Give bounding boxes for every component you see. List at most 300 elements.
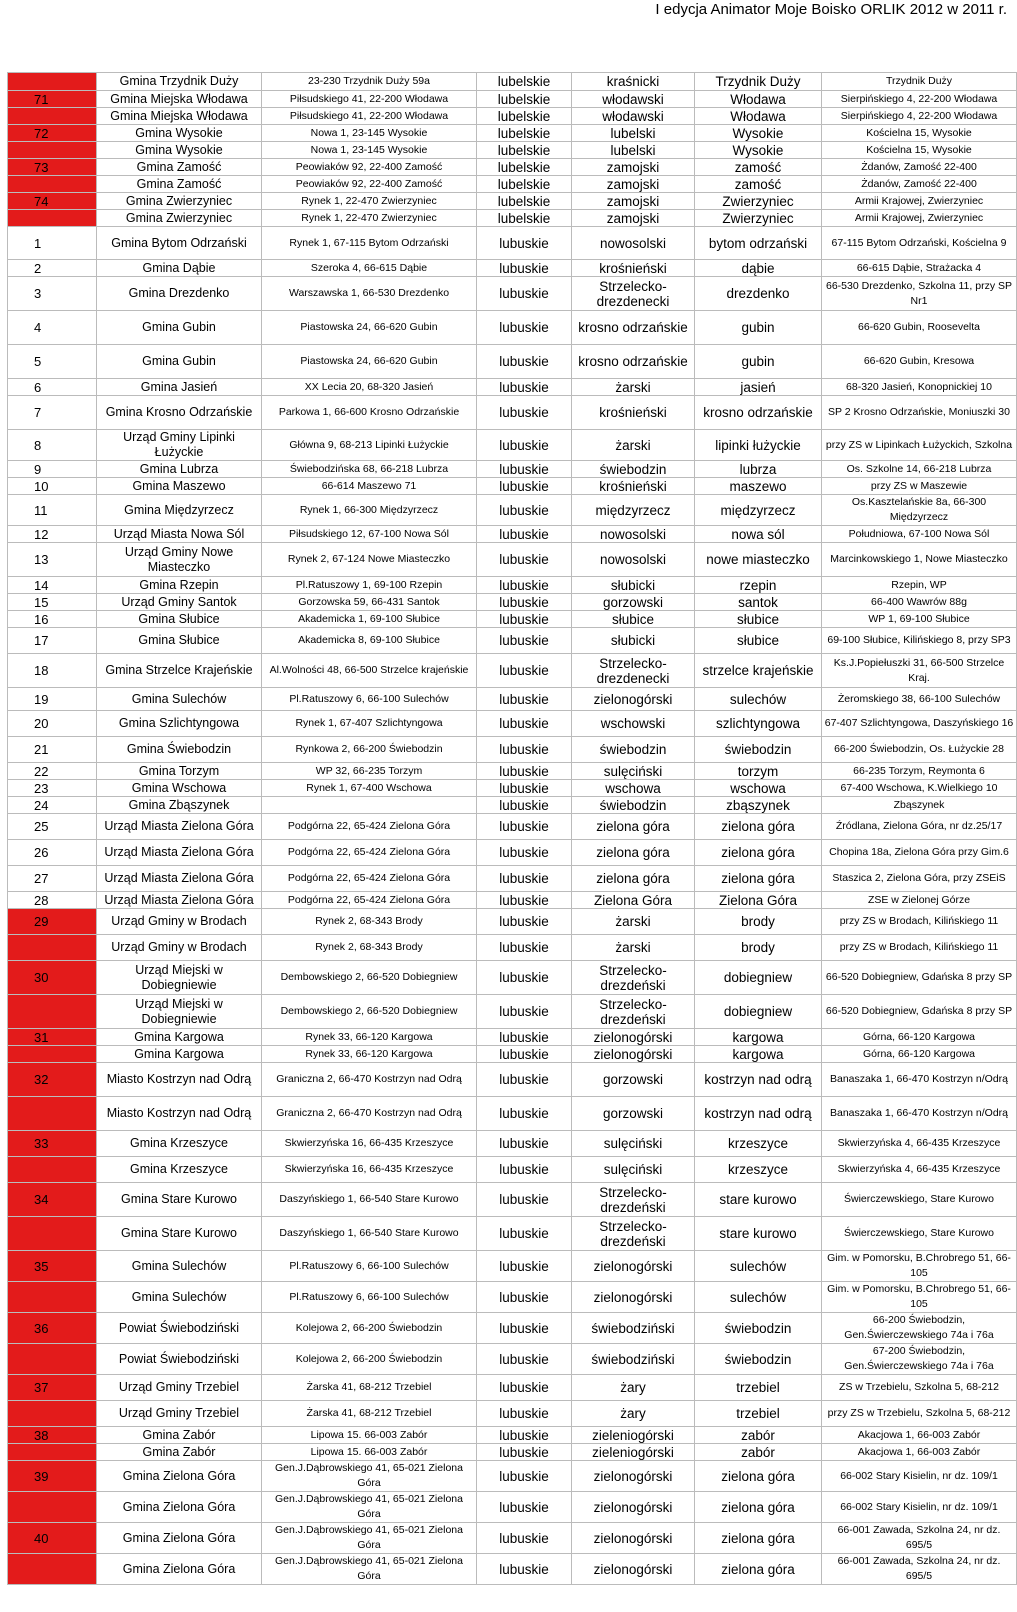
address-cell: Nowa 1, 23-145 Wysokie	[262, 142, 477, 159]
lp-cell: 18	[8, 654, 97, 688]
table-row	[8, 1461, 1017, 1492]
municipality-cell: Gmina Krzeszyce	[97, 1157, 262, 1183]
table-row	[8, 840, 1017, 866]
pitch-location-cell: Górna, 66-120 Kargowa	[822, 1046, 1017, 1063]
town-cell: kargowa	[695, 1046, 822, 1063]
county-cell: lubelski	[572, 142, 695, 159]
municipality-cell: Urząd Miasta Zielona Góra	[97, 892, 262, 909]
municipality-cell: Gmina Zwierzyniec	[97, 193, 262, 210]
address-cell: Piastowska 24, 66-620 Gubin	[262, 345, 477, 379]
town-cell: kostrzyn nad odrą	[695, 1097, 822, 1131]
voivodeship-cell: lubuskie	[477, 1029, 572, 1046]
municipality-cell: Gmina Zwierzyniec	[97, 210, 262, 227]
voivodeship-cell: lubuskie	[477, 780, 572, 797]
pitch-location-cell: Sierpińskiego 4, 22-200 Włodawa	[822, 91, 1017, 108]
municipality-cell: Gmina Zabór	[97, 1444, 262, 1461]
voivodeship-cell: lubelskie	[477, 142, 572, 159]
town-cell: bytom odrzański	[695, 227, 822, 260]
lp-cell: 39	[8, 1461, 97, 1492]
pitch-location-cell: Kościelna 15, Wysokie	[822, 125, 1017, 142]
table-row	[8, 91, 1017, 108]
voivodeship-cell: lubuskie	[477, 1461, 572, 1492]
table-row	[8, 961, 1017, 995]
county-cell: zamojski	[572, 193, 695, 210]
voivodeship-cell: lubuskie	[477, 866, 572, 892]
lp-cell	[8, 995, 97, 1029]
county-cell: krośnieński	[572, 396, 695, 430]
county-cell: świebodzin	[572, 797, 695, 814]
address-cell: Dembowskiego 2, 66-520 Dobiegniew	[262, 995, 477, 1029]
town-cell: lubrza	[695, 461, 822, 478]
table-row	[8, 1063, 1017, 1097]
voivodeship-cell: lubuskie	[477, 1444, 572, 1461]
town-cell: Wysokie	[695, 142, 822, 159]
municipality-cell: Miasto Kostrzyn nad Odrą	[97, 1097, 262, 1131]
pitch-location-cell: Os. Szkolne 14, 66-218 Lubrza	[822, 461, 1017, 478]
municipality-cell: Gmina Maszewo	[97, 478, 262, 495]
table-row	[8, 125, 1017, 142]
town-cell: Wysokie	[695, 125, 822, 142]
lp-cell: 5	[8, 345, 97, 379]
town-cell: zielona góra	[695, 1461, 822, 1492]
lp-cell	[8, 1046, 97, 1063]
table-row	[8, 1375, 1017, 1401]
pitch-location-cell: 67-200 Świebodzin, Gen.Świerczewskiego 74a i 76a	[822, 1344, 1017, 1375]
pitch-location-cell: 69-100 Słubice, Kilińskiego 8, przy SP3	[822, 628, 1017, 654]
lp-cell: 16	[8, 611, 97, 628]
address-cell: Skwierzyńska 16, 66-435 Krzeszyce	[262, 1131, 477, 1157]
pitch-location-cell: Żeromskiego 38, 66-100 Sulechów	[822, 688, 1017, 711]
lp-cell	[8, 142, 97, 159]
table-row	[8, 108, 1017, 125]
lp-cell	[8, 1157, 97, 1183]
voivodeship-cell: lubuskie	[477, 1157, 572, 1183]
lp-cell: 24	[8, 797, 97, 814]
voivodeship-cell: lubuskie	[477, 543, 572, 577]
voivodeship-cell: lubuskie	[477, 1427, 572, 1444]
county-cell: słubicki	[572, 577, 695, 594]
lp-cell: 17	[8, 628, 97, 654]
table-row	[8, 909, 1017, 935]
lp-cell: 11	[8, 495, 97, 526]
voivodeship-cell: lubuskie	[477, 430, 572, 461]
municipality-cell: Urząd Miasta Zielona Góra	[97, 814, 262, 840]
voivodeship-cell: lubuskie	[477, 1492, 572, 1523]
municipality-cell: Miasto Kostrzyn nad Odrą	[97, 1063, 262, 1097]
pitch-location-cell: Gim. w Pomorsku, B.Chrobrego 51, 66-105	[822, 1251, 1017, 1282]
voivodeship-cell: lubuskie	[477, 396, 572, 430]
page-title: I edycja Animator Moje Boisko ORLIK 2012 w 2011 r.	[655, 1, 1007, 18]
municipality-cell: Gmina Gubin	[97, 311, 262, 345]
municipality-cell: Powiat Świebodziński	[97, 1313, 262, 1344]
voivodeship-cell: lubuskie	[477, 763, 572, 780]
address-cell: Rynek 2, 67-124 Nowe Miasteczko	[262, 543, 477, 577]
address-cell: Graniczna 2, 66-470 Kostrzyn nad Odrą	[262, 1063, 477, 1097]
table-row	[8, 311, 1017, 345]
voivodeship-cell: lubuskie	[477, 1375, 572, 1401]
lp-cell: 27	[8, 866, 97, 892]
county-cell: Strzelecko-drezdenecki	[572, 277, 695, 311]
pitch-location-cell: 67-407 Szlichtyngowa, Daszyńskiego 16	[822, 711, 1017, 737]
address-cell: 23-230 Trzydnik Duży 59a	[262, 73, 477, 91]
address-cell: Gen.J.Dąbrowskiego 41, 65-021 Zielona Góra	[262, 1523, 477, 1554]
table-row	[8, 1029, 1017, 1046]
address-cell: Szeroka 4, 66-615 Dąbie	[262, 260, 477, 277]
voivodeship-cell: lubuskie	[477, 1251, 572, 1282]
pitch-location-cell: 66-200 Świebodzin, Gen.Świerczewskiego 74a i 76a	[822, 1313, 1017, 1344]
table-row	[8, 797, 1017, 814]
pitch-location-cell: Os.Kasztelańskie 8a, 66-300 Międzyrzecz	[822, 495, 1017, 526]
pitch-location-cell: 66-400 Wawrów 88g	[822, 594, 1017, 611]
county-cell: gorzowski	[572, 1097, 695, 1131]
municipality-cell: Gmina Sulechów	[97, 1251, 262, 1282]
address-cell: Rynek 1, 67-115 Bytom Odrzański	[262, 227, 477, 260]
town-cell: krosno odrzańskie	[695, 396, 822, 430]
town-cell: sulechów	[695, 1251, 822, 1282]
table-row	[8, 866, 1017, 892]
town-cell: stare kurowo	[695, 1183, 822, 1217]
county-cell: zielona góra	[572, 866, 695, 892]
lp-cell	[8, 108, 97, 125]
address-cell: Daszyńskiego 1, 66-540 Stare Kurowo	[262, 1217, 477, 1251]
lp-cell: 6	[8, 379, 97, 396]
address-cell: Podgórna 22, 65-424 Zielona Góra	[262, 840, 477, 866]
county-cell: gorzowski	[572, 594, 695, 611]
county-cell: świebodziński	[572, 1344, 695, 1375]
address-cell: Rynek 1, 67-400 Wschowa	[262, 780, 477, 797]
address-cell: Rynek 1, 67-407 Szlichtyngowa	[262, 711, 477, 737]
voivodeship-cell: lubuskie	[477, 1313, 572, 1344]
voivodeship-cell: lubuskie	[477, 797, 572, 814]
address-cell: Parkowa 1, 66-600 Krosno Odrzańskie	[262, 396, 477, 430]
municipality-cell: Gmina Szlichtyngowa	[97, 711, 262, 737]
town-cell: zamość	[695, 159, 822, 176]
county-cell: nowosolski	[572, 526, 695, 543]
address-cell: Główna 9, 68-213 Lipinki Łużyckie	[262, 430, 477, 461]
lp-cell	[8, 1401, 97, 1427]
county-cell: nowosolski	[572, 543, 695, 577]
voivodeship-cell: lubuskie	[477, 495, 572, 526]
municipality-cell: Gmina Kargowa	[97, 1046, 262, 1063]
address-cell: Graniczna 2, 66-470 Kostrzyn nad Odrą	[262, 1097, 477, 1131]
town-cell: sulechów	[695, 1282, 822, 1313]
table-row	[8, 526, 1017, 543]
town-cell: gubin	[695, 311, 822, 345]
municipality-cell: Urząd Gminy Lipinki Łużyckie	[97, 430, 262, 461]
voivodeship-cell: lubuskie	[477, 628, 572, 654]
lp-cell: 35	[8, 1251, 97, 1282]
voivodeship-cell: lubuskie	[477, 478, 572, 495]
voivodeship-cell: lubelskie	[477, 193, 572, 210]
voivodeship-cell: lubelskie	[477, 159, 572, 176]
municipality-cell: Gmina Krosno Odrzańskie	[97, 396, 262, 430]
municipality-cell: Gmina Trzydnik Duży	[97, 73, 262, 91]
table-row	[8, 1492, 1017, 1523]
municipality-cell: Gmina Zbąszynek	[97, 797, 262, 814]
pitch-location-cell: Górna, 66-120 Kargowa	[822, 1029, 1017, 1046]
town-cell: nowe miasteczko	[695, 543, 822, 577]
town-cell: gubin	[695, 345, 822, 379]
pitch-location-cell: 67-400 Wschowa, K.Wielkiego 10	[822, 780, 1017, 797]
lp-cell	[8, 1282, 97, 1313]
voivodeship-cell: lubelskie	[477, 125, 572, 142]
county-cell: zielonogórski	[572, 1461, 695, 1492]
table-row	[8, 461, 1017, 478]
address-cell: Pl.Ratuszowy 6, 66-100 Sulechów	[262, 1251, 477, 1282]
table-row	[8, 1523, 1017, 1554]
pitch-location-cell: Akacjowa 1, 66-003 Zabór	[822, 1444, 1017, 1461]
county-cell: żarski	[572, 909, 695, 935]
address-cell: Podgórna 22, 65-424 Zielona Góra	[262, 814, 477, 840]
lp-cell: 23	[8, 780, 97, 797]
town-cell: santok	[695, 594, 822, 611]
lp-cell: 32	[8, 1063, 97, 1097]
county-cell: zielonogórski	[572, 1492, 695, 1523]
county-cell: zamojski	[572, 176, 695, 193]
town-cell: świebodzin	[695, 1313, 822, 1344]
table-row	[8, 1554, 1017, 1585]
pitch-location-cell: Świerczewskiego, Stare Kurowo	[822, 1183, 1017, 1217]
address-cell: Kolejowa 2, 66-200 Świebodzin	[262, 1313, 477, 1344]
town-cell: dobiegniew	[695, 995, 822, 1029]
county-cell: lubelski	[572, 125, 695, 142]
address-cell: Rynek 1, 66-300 Międzyrzecz	[262, 495, 477, 526]
address-cell: Al.Wolności 48, 66-500 Strzelce krajeńskie	[262, 654, 477, 688]
lp-cell: 4	[8, 311, 97, 345]
table-row	[8, 780, 1017, 797]
voivodeship-cell: lubuskie	[477, 611, 572, 628]
town-cell: zielona góra	[695, 840, 822, 866]
address-cell: Skwierzyńska 16, 66-435 Krzeszyce	[262, 1157, 477, 1183]
municipality-cell: Urząd Gminy Santok	[97, 594, 262, 611]
lp-cell: 36	[8, 1313, 97, 1344]
county-cell: krosno odrzańskie	[572, 345, 695, 379]
municipality-cell: Gmina Miejska Włodawa	[97, 91, 262, 108]
lp-cell: 14	[8, 577, 97, 594]
voivodeship-cell: lubuskie	[477, 840, 572, 866]
table-row	[8, 227, 1017, 260]
pitch-location-cell: 66-620 Gubin, Kresowa	[822, 345, 1017, 379]
town-cell: drezdenko	[695, 277, 822, 311]
address-cell: Rynek 1, 22-470 Zwierzyniec	[262, 210, 477, 227]
municipality-cell: Gmina Świebodzin	[97, 737, 262, 763]
town-cell: zielona góra	[695, 1492, 822, 1523]
town-cell: zielona góra	[695, 814, 822, 840]
voivodeship-cell: lubelskie	[477, 91, 572, 108]
town-cell: Trzydnik Duży	[695, 73, 822, 91]
county-cell: zielonogórski	[572, 1523, 695, 1554]
town-cell: krzeszyce	[695, 1131, 822, 1157]
table-row	[8, 594, 1017, 611]
address-cell: XX Lecia 20, 68-320 Jasień	[262, 379, 477, 396]
applicants-table	[7, 72, 1017, 1585]
table-row	[8, 611, 1017, 628]
lp-cell: 40	[8, 1523, 97, 1554]
pitch-location-cell: Skwierzyńska 4, 66-435 Krzeszyce	[822, 1131, 1017, 1157]
municipality-cell: Gmina Rzepin	[97, 577, 262, 594]
county-cell: słubice	[572, 611, 695, 628]
table-row	[8, 892, 1017, 909]
lp-cell: 21	[8, 737, 97, 763]
pitch-location-cell: Staszica 2, Zielona Góra, przy ZSEiS	[822, 866, 1017, 892]
table-row	[8, 142, 1017, 159]
municipality-cell: Gmina Stare Kurowo	[97, 1217, 262, 1251]
town-cell: świebodzin	[695, 1344, 822, 1375]
county-cell: krosno odrzańskie	[572, 311, 695, 345]
address-cell: Piastowska 24, 66-620 Gubin	[262, 311, 477, 345]
pitch-location-cell: 66-001 Zawada, Szkolna 24, nr dz. 695/5	[822, 1523, 1017, 1554]
voivodeship-cell: lubuskie	[477, 311, 572, 345]
county-cell: zamojski	[572, 210, 695, 227]
pitch-location-cell: Kościelna 15, Wysokie	[822, 142, 1017, 159]
voivodeship-cell: lubuskie	[477, 1183, 572, 1217]
county-cell: zielonogórski	[572, 1554, 695, 1585]
municipality-cell: Gmina Wschowa	[97, 780, 262, 797]
town-cell: trzebiel	[695, 1401, 822, 1427]
lp-cell: 33	[8, 1131, 97, 1157]
table-row	[8, 935, 1017, 961]
town-cell: zbąszynek	[695, 797, 822, 814]
voivodeship-cell: lubuskie	[477, 1401, 572, 1427]
voivodeship-cell: lubuskie	[477, 995, 572, 1029]
town-cell: słubice	[695, 628, 822, 654]
voivodeship-cell: lubuskie	[477, 594, 572, 611]
table-row	[8, 814, 1017, 840]
address-cell: Lipowa 15. 66-003 Zabór	[262, 1444, 477, 1461]
lp-cell: 12	[8, 526, 97, 543]
table-row	[8, 1046, 1017, 1063]
pitch-location-cell: Rzepin, WP	[822, 577, 1017, 594]
pitch-location-cell: 66-615 Dąbie, Strażacka 4	[822, 260, 1017, 277]
lp-cell: 13	[8, 543, 97, 577]
town-cell: zielona góra	[695, 1523, 822, 1554]
address-cell: Daszyńskiego 1, 66-540 Stare Kurowo	[262, 1183, 477, 1217]
municipality-cell: Gmina Lubrza	[97, 461, 262, 478]
pitch-location-cell: przy ZS w Trzebielu, Szkolna 5, 68-212	[822, 1401, 1017, 1427]
town-cell: szlichtyngowa	[695, 711, 822, 737]
lp-cell	[8, 1444, 97, 1461]
address-cell: Rynek 2, 68-343 Brody	[262, 935, 477, 961]
address-cell: Piłsudskiego 12, 67-100 Nowa Sól	[262, 526, 477, 543]
county-cell: żarski	[572, 379, 695, 396]
address-cell: Gen.J.Dąbrowskiego 41, 65-021 Zielona Góra	[262, 1492, 477, 1523]
voivodeship-cell: lubuskie	[477, 227, 572, 260]
table-row	[8, 577, 1017, 594]
table-row	[8, 210, 1017, 227]
county-cell: włodawski	[572, 91, 695, 108]
lp-cell: 10	[8, 478, 97, 495]
table-row	[8, 1444, 1017, 1461]
county-cell: żarski	[572, 935, 695, 961]
table-row	[8, 628, 1017, 654]
address-cell: Dembowskiego 2, 66-520 Dobiegniew	[262, 961, 477, 995]
address-cell: Świebodzińska 68, 66-218 Lubrza	[262, 461, 477, 478]
address-cell: WP 32, 66-235 Torzym	[262, 763, 477, 780]
town-cell: brody	[695, 935, 822, 961]
address-cell: Warszawska 1, 66-530 Drezdenko	[262, 277, 477, 311]
lp-cell	[8, 1344, 97, 1375]
address-cell: Piłsudskiego 41, 22-200 Włodawa	[262, 108, 477, 125]
county-cell: zieleniogórski	[572, 1427, 695, 1444]
voivodeship-cell: lubelskie	[477, 176, 572, 193]
town-cell: Włodawa	[695, 91, 822, 108]
pitch-location-cell: Chopina 18a, Zielona Góra przy Gim.6	[822, 840, 1017, 866]
town-cell: maszewo	[695, 478, 822, 495]
address-cell: Peowiaków 92, 22-400 Zamość	[262, 176, 477, 193]
table-row	[8, 1217, 1017, 1251]
table-body	[8, 73, 1017, 1585]
pitch-location-cell: Ks.J.Popiełuszki 31, 66-500 Strzelce Kraj.	[822, 654, 1017, 688]
municipality-cell: Gmina Wysokie	[97, 125, 262, 142]
pitch-location-cell: przy ZS w Brodach, Kilińskiego 11	[822, 909, 1017, 935]
table-row	[8, 1282, 1017, 1313]
county-cell: gorzowski	[572, 1063, 695, 1097]
table-row	[8, 688, 1017, 711]
lp-cell: 73	[8, 159, 97, 176]
address-cell: Lipowa 15. 66-003 Zabór	[262, 1427, 477, 1444]
pitch-location-cell: Zbąszynek	[822, 797, 1017, 814]
municipality-cell: Urząd Gminy Nowe Miasteczko	[97, 543, 262, 577]
voivodeship-cell: lubuskie	[477, 961, 572, 995]
county-cell: Strzelecko-drezdeński	[572, 1217, 695, 1251]
town-cell: słubice	[695, 611, 822, 628]
lp-cell: 74	[8, 193, 97, 210]
pitch-location-cell: WP 1, 69-100 Słubice	[822, 611, 1017, 628]
municipality-cell: Gmina Zabór	[97, 1427, 262, 1444]
lp-cell: 72	[8, 125, 97, 142]
town-cell: międzyrzecz	[695, 495, 822, 526]
municipality-cell: Gmina Strzelce Krajeńskie	[97, 654, 262, 688]
address-cell: Żarska 41, 68-212 Trzebiel	[262, 1401, 477, 1427]
pitch-location-cell: Południowa, 67-100 Nowa Sól	[822, 526, 1017, 543]
town-cell: kargowa	[695, 1029, 822, 1046]
address-cell: Rynek 2, 68-343 Brody	[262, 909, 477, 935]
county-cell: świebodzin	[572, 461, 695, 478]
municipality-cell: Gmina Słubice	[97, 611, 262, 628]
municipality-cell: Gmina Sulechów	[97, 688, 262, 711]
town-cell: wschowa	[695, 780, 822, 797]
municipality-cell: Gmina Kargowa	[97, 1029, 262, 1046]
address-cell: Akademicka 1, 69-100 Słubice	[262, 611, 477, 628]
pitch-location-cell: przy ZS w Brodach, Kilińskiego 11	[822, 935, 1017, 961]
address-cell: Pl.Ratuszowy 6, 66-100 Sulechów	[262, 1282, 477, 1313]
lp-cell: 3	[8, 277, 97, 311]
table-row	[8, 1344, 1017, 1375]
voivodeship-cell: lubuskie	[477, 1344, 572, 1375]
table-row	[8, 1131, 1017, 1157]
town-cell: dąbie	[695, 260, 822, 277]
county-cell: zielonogórski	[572, 1251, 695, 1282]
address-cell: Rynek 33, 66-120 Kargowa	[262, 1046, 477, 1063]
pitch-location-cell: przy ZS w Lipinkach Łużyckich, Szkolna	[822, 430, 1017, 461]
municipality-cell: Gmina Wysokie	[97, 142, 262, 159]
pitch-location-cell: 67-115 Bytom Odrzański, Kościelna 9	[822, 227, 1017, 260]
county-cell: wschowa	[572, 780, 695, 797]
table-row	[8, 277, 1017, 311]
table-row	[8, 193, 1017, 210]
municipality-cell: Urząd Miejski w Dobiegniewie	[97, 961, 262, 995]
lp-cell: 30	[8, 961, 97, 995]
town-cell: kostrzyn nad odrą	[695, 1063, 822, 1097]
lp-cell	[8, 935, 97, 961]
table-row	[8, 1401, 1017, 1427]
municipality-cell: Urząd Gminy Trzebiel	[97, 1401, 262, 1427]
town-cell: torzym	[695, 763, 822, 780]
town-cell: sulechów	[695, 688, 822, 711]
table-row	[8, 73, 1017, 91]
county-cell: nowosolski	[572, 227, 695, 260]
table-row	[8, 543, 1017, 577]
